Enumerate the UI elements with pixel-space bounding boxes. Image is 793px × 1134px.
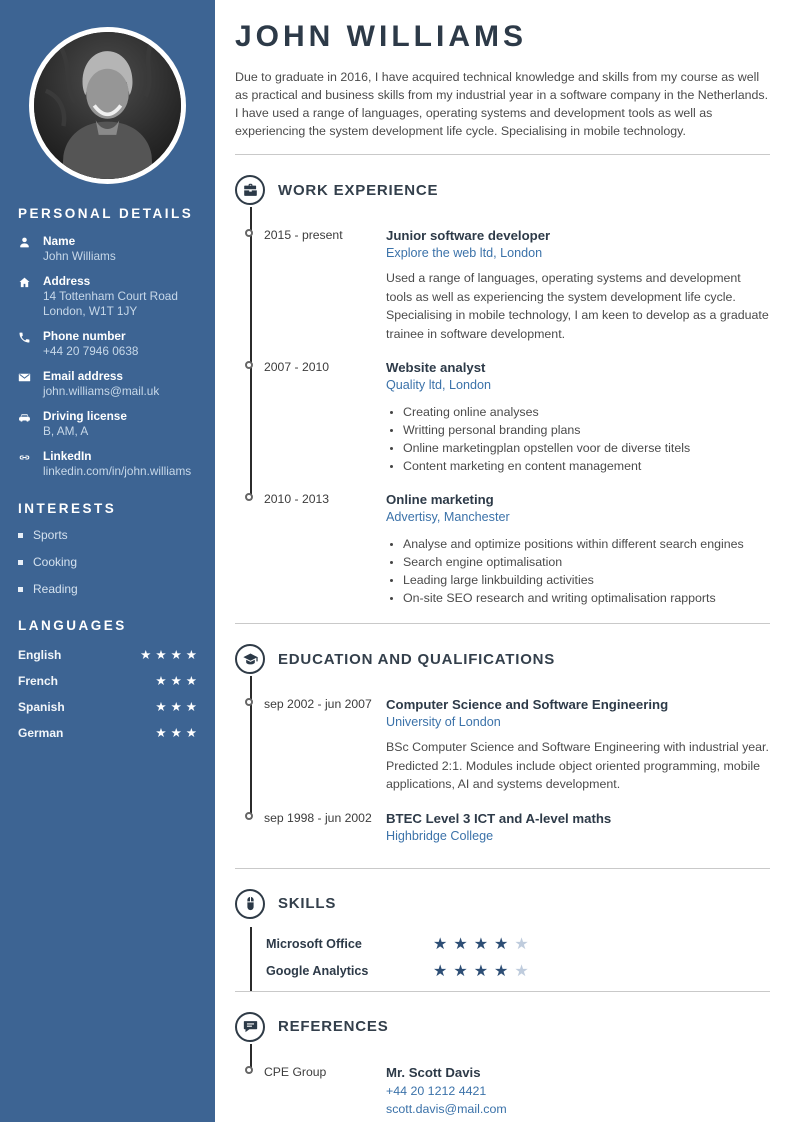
language-row [18, 724, 197, 742]
job-bullet-list [386, 403, 770, 475]
language-row [18, 698, 197, 716]
interest-item [18, 583, 197, 596]
interest-item [18, 556, 197, 569]
star-icon: ★ [514, 936, 529, 953]
star-icon: ★ [155, 648, 167, 662]
interests-heading: INTERESTS [18, 501, 117, 516]
degree-description: BSc Computer Science and Software Engineering with industrial year. Predicted 2:1. Modules include object oriented programming, mobile applications, AI and systems development. [386, 740, 769, 791]
organization-link[interactable]: Advertisy, Manchester [386, 510, 510, 524]
language-row [18, 646, 197, 664]
detail-label: Phone number [43, 329, 126, 343]
detail-value: +44 20 7946 0638 [43, 344, 139, 358]
star-icon: ★ [170, 726, 182, 740]
entry-period: 2015 - present [264, 228, 343, 242]
detail-label: Email address [43, 369, 123, 383]
personal-detail-address [18, 274, 197, 319]
job-bullet: • On-site SEO research and writing optimalisation rapports [403, 589, 770, 607]
section-title: EDUCATION AND QUALIFICATIONS [278, 650, 556, 668]
timeline-marker-icon [245, 493, 253, 501]
personal-detail-text [43, 369, 159, 399]
education-section [235, 644, 770, 868]
personal-detail-driving-license [18, 409, 197, 439]
timeline-marker-icon [245, 698, 253, 706]
star-icon: ★ [155, 726, 167, 740]
personal-detail-text [43, 449, 191, 479]
star-icon: ★ [453, 963, 468, 980]
personal-detail-email [18, 369, 197, 399]
star-icon: ★ [185, 700, 197, 714]
star-icon: ★ [185, 674, 197, 688]
detail-value: John Williams [43, 249, 116, 263]
star-icon: ★ [453, 936, 468, 953]
reference-email-link[interactable]: scott.davis@mail.com [386, 1101, 507, 1116]
timeline-marker-icon [245, 812, 253, 820]
personal-detail-text [43, 234, 116, 264]
detail-value: London, W1T 1JY [43, 304, 138, 318]
skill-row [266, 958, 770, 985]
personal-detail-phone [18, 329, 197, 359]
job-bullet: • Content marketing en content management [403, 457, 770, 475]
skill-row [266, 931, 770, 958]
education-timeline [250, 688, 770, 868]
section-title: SKILLS [278, 895, 337, 912]
detail-value[interactable]: linkedin.com/in/john.williams [43, 464, 192, 478]
profile-summary: Due to graduate in 2016, I have acquired technical knowledge and skills from my course as well as practical and business skills from my industrial year in a software company in the Netherlands. I have used a range of languages, operating systems and development tools as well as experiencing the system development life cycle. Specialising in mobile technology. [235, 70, 769, 138]
envelope-icon [18, 369, 32, 399]
detail-value[interactable]: john.williams@mail.uk [43, 384, 160, 398]
home-icon [18, 274, 32, 319]
star-icon: ★ [473, 936, 489, 953]
work-entry [250, 227, 770, 359]
square-bullet-icon [18, 587, 23, 592]
reference-name: Mr. Scott Davis [386, 1064, 481, 1080]
work-entry [250, 491, 770, 623]
job-bullet: • Creating online analyses [403, 403, 770, 421]
star-icon: ★ [494, 963, 509, 980]
reference-company: CPE Group [264, 1064, 327, 1079]
star-icon: ★ [433, 936, 448, 953]
star-icon: ★ [155, 700, 167, 714]
language-name: German [18, 726, 64, 740]
square-bullet-icon [18, 533, 23, 538]
detail-value: B, AM, A [43, 424, 89, 438]
entry-period: sep 2002 - jun 2007 [264, 697, 372, 711]
star-icon: ★ [140, 648, 152, 662]
mouse-icon [235, 889, 265, 919]
job-bullet: • Leading large linkbuilding activities [403, 571, 770, 589]
language-star-rating [136, 646, 197, 664]
work-entry [250, 359, 770, 491]
job-bullet: • Writting personal branding plans [403, 421, 770, 439]
star-icon: ★ [514, 963, 529, 980]
timeline-marker-icon [245, 1066, 253, 1074]
personal-detail-text [43, 274, 178, 319]
job-bullet-list [386, 535, 770, 607]
organization-link[interactable]: Explore the web ltd, London [386, 246, 543, 260]
star-icon: ★ [170, 700, 182, 714]
work-experience-header [235, 175, 770, 205]
job-description: Used a range of languages, operating systems and development tools as well as experiencing the system development life cycle. Specialising in mobile technology, I am keen to develop as a graduate trainee in software development. [386, 271, 769, 341]
personal-detail-linkedin [18, 449, 197, 479]
candidate-name: JOHN WILLIAMS [235, 20, 527, 53]
reference-entry [250, 1064, 770, 1134]
skill-star-rating [433, 961, 770, 981]
entry-period: 2007 - 2010 [264, 360, 330, 374]
entry-body [386, 696, 770, 794]
detail-label: Name [43, 234, 76, 248]
link-icon [18, 449, 32, 479]
entry-body [386, 227, 770, 343]
language-row [18, 672, 197, 690]
language-name: French [18, 674, 59, 688]
speech-bubble-icon [235, 1012, 265, 1042]
interest-label: Cooking [33, 555, 78, 569]
star-icon: ★ [494, 936, 509, 953]
organization-link[interactable]: Quality ltd, London [386, 378, 492, 392]
car-icon [18, 409, 32, 439]
section-divider [235, 154, 770, 155]
star-icon: ★ [170, 648, 182, 662]
square-bullet-icon [18, 560, 23, 565]
star-icon: ★ [170, 674, 182, 688]
interest-item [18, 529, 197, 542]
section-title: WORK EXPERIENCE [278, 181, 439, 199]
profile-photo-illustration [34, 32, 181, 179]
personal-details-heading: PERSONAL DETAILS [18, 206, 194, 221]
job-bullet: • Online marketingplan opstellen voor de diverse titels [403, 439, 770, 457]
skills-header [235, 889, 770, 919]
degree-title: Computer Science and Software Engineering [386, 697, 669, 712]
sidebar [0, 0, 215, 1122]
education-entry [250, 810, 770, 868]
timeline-marker-icon [245, 229, 253, 237]
work-experience-timeline [250, 219, 770, 623]
job-bullet: • Analyse and optimize positions within different search engines [403, 535, 770, 553]
entry-body [386, 491, 770, 607]
entry-body [386, 359, 770, 475]
detail-label: LinkedIn [43, 449, 92, 463]
degree-title: BTEC Level 3 ICT and A-level maths [386, 810, 612, 826]
skill-star-rating [433, 934, 770, 954]
institution-link[interactable]: University of London [386, 715, 501, 729]
briefcase-icon [235, 175, 265, 205]
skills-section [235, 889, 770, 991]
language-star-rating [151, 698, 197, 716]
entry-body [386, 810, 770, 852]
personal-detail-name [18, 234, 197, 264]
detail-value: 14 Tottenham Court Road [43, 289, 178, 303]
detail-label: Address [43, 274, 91, 288]
work-experience-section [235, 175, 770, 623]
job-bullet: • Search engine optimalisation [403, 553, 770, 571]
entry-period: 2010 - 2013 [264, 492, 330, 506]
job-title: Online marketing [386, 492, 494, 507]
education-header [235, 644, 770, 674]
section-divider [235, 868, 770, 869]
references-header [235, 1012, 770, 1042]
star-icon: ★ [433, 963, 448, 980]
phone-icon [18, 329, 32, 359]
detail-label: Driving license [43, 409, 127, 423]
personal-detail-text [43, 409, 127, 439]
section-divider [235, 623, 770, 624]
interest-label: Sports [33, 528, 68, 542]
language-star-rating [151, 724, 197, 742]
star-icon: ★ [185, 648, 197, 662]
profile-photo [29, 27, 186, 184]
languages-heading: LANGUAGES [18, 618, 127, 633]
timeline-marker-icon [245, 361, 253, 369]
person-icon [18, 234, 32, 264]
star-icon: ★ [155, 674, 167, 688]
reference-phone-link[interactable]: +44 20 1212 4421 [386, 1083, 487, 1098]
job-title: Junior software developer [386, 228, 551, 243]
graduation-cap-icon [235, 644, 265, 674]
institution-link[interactable]: Highbridge College [386, 828, 494, 843]
star-icon: ★ [185, 726, 197, 740]
skill-name: Microsoft Office [266, 937, 362, 951]
skill-name: Google Analytics [266, 964, 369, 978]
job-title: Website analyst [386, 360, 486, 375]
section-divider [235, 991, 770, 992]
language-star-rating [151, 672, 197, 690]
personal-detail-text [43, 329, 138, 359]
interest-label: Reading [33, 582, 78, 596]
entry-body [386, 1064, 770, 1118]
language-name: Spanish [18, 700, 65, 714]
education-entry [250, 696, 770, 810]
entry-period: sep 1998 - jun 2002 [264, 810, 372, 825]
language-name: English [18, 648, 62, 662]
star-icon: ★ [473, 963, 489, 980]
main-content [215, 0, 793, 1122]
references-section [235, 1012, 770, 1134]
section-title: REFERENCES [278, 1018, 389, 1035]
skills-list [250, 927, 770, 991]
